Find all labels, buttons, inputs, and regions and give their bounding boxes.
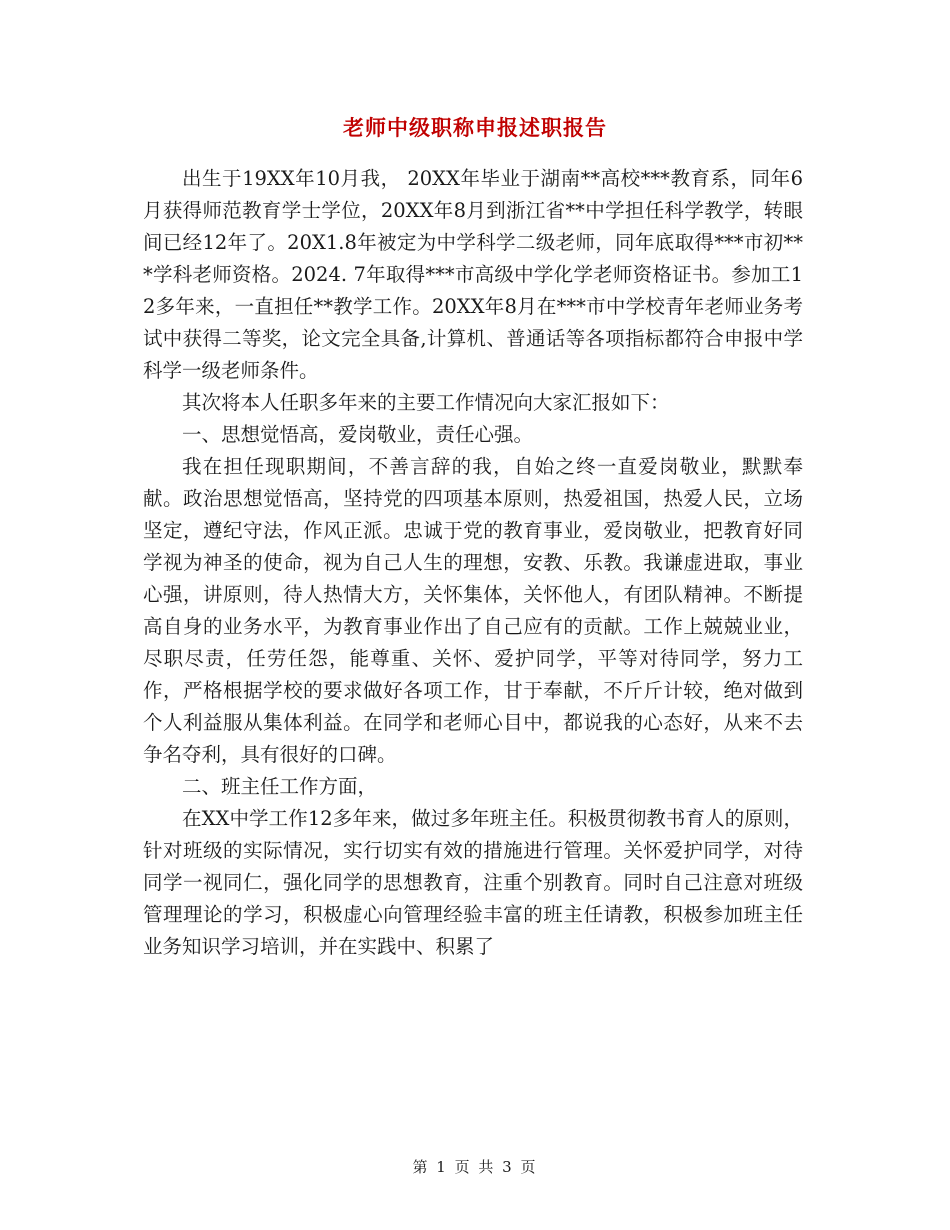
document-title: 老师中级职称申报述职报告 (343, 115, 607, 140)
section-heading: 一、思想觉悟高，爱岗敬业，责任心强。 (182, 423, 534, 446)
paragraph: 我在担任现职期间，不善言辞的我，自始之终一直爱岗敬业，默默奉献。政治思想觉悟高，坚持党的四项基本原则，热爱祖国，热爱人民，立场坚定，遵纪守法，作风正派。忠诚于党的教育事业，爱岗敬业，把教育好同学视为神圣的使命，视为自己人生的理想，安教、乐教。我谦虚进取，事业心强，讲原则，待人热情大方，关怀集体，关怀他人，有团队精神。不断提高自身的业务水平，为教育事业作出了自己应有的贡献。工作上兢兢业业，尽职尽责，任劳任怨，能尊重、关怀、爱护同学，平等对待同学，努力工作，严格根据学校的要求做好各项工作，甘于奉献，不斤斤计较，绝对做到个人利益服从集体利益。在同学和老师心目中，都说我的心态好，从来不去争名夺利，具有很好的口碑。 (143, 455, 803, 766)
page-footer: 第 1 页 共 3 页 (412, 1158, 538, 1176)
document-body (143, 163, 803, 963)
paragraph: 在XX中学工作12多年来，做过多年班主任。积极贯彻教书育人的原则，针对班级的实际情况，实行切实有效的措施进行管理。关怀爱护同学，对待同学一视同仁，强化同学的思想教育，注重个别教育。同时自己注意对班级管理理论的学习，积极虚心向管理经验丰富的班主任请教，积极参加班主任业务知识学习培训，并在实践中、积累了 (143, 807, 803, 958)
paragraph: 其次将本人任职多年来的主要工作情况向大家汇报如下： (182, 391, 670, 414)
section-heading: 二、班主任工作方面， (182, 775, 378, 798)
paragraph: 出生于19XX年10月我， 20XX年毕业于湖南**高校***教育系，同年6月获得师范教育学士学位，20XX年8月到浙江省**中学担任科学教学，转眼间已经12年了。20X1.8年被定为中学科学二级老师，同年底取得***市初***学科老师资格。2024. 7年取得***市高级中学化学老师资格证书。参加工12多年来，一直担任**教学工作。20XX年8月在***市中学校青年老师业务考试中获得二等奖，论文完全具备,计算机、普通话等各项指标都符合申报中学科学一级老师条件。 (143, 167, 803, 382)
